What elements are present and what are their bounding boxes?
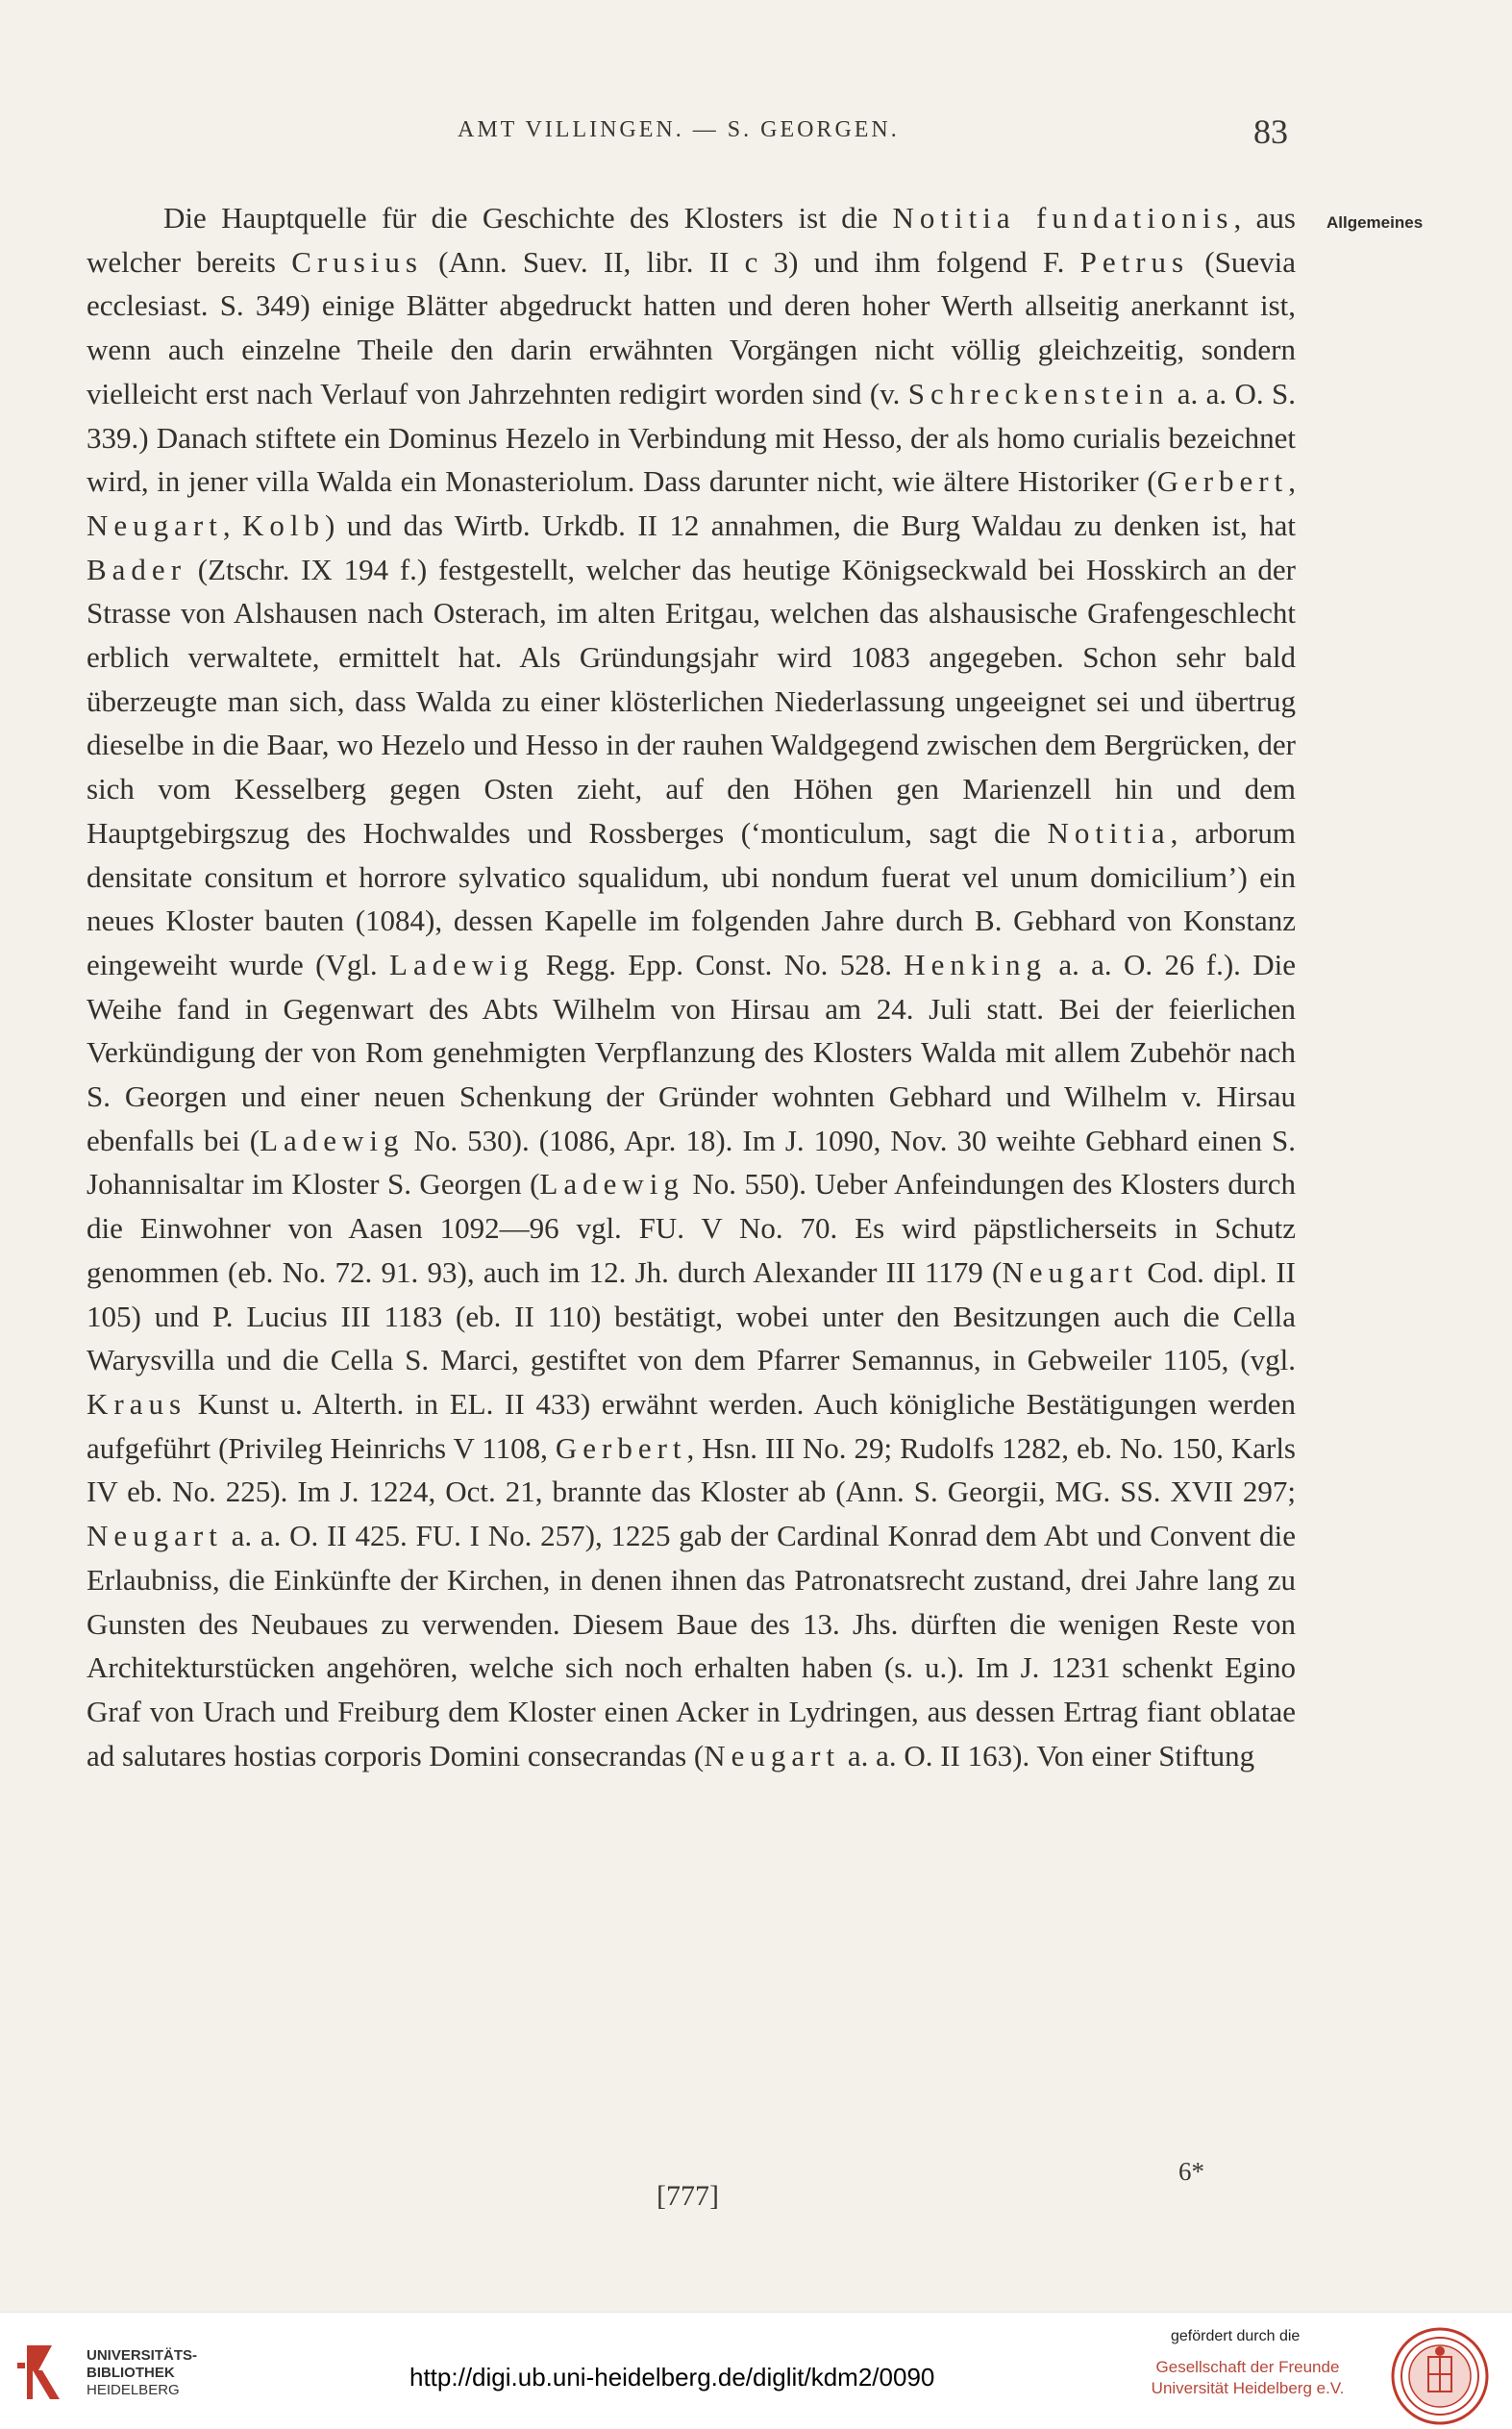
permalink-url[interactable]: http://digi.ub.uni-heidelberg.de/diglit/kdm2/0090 xyxy=(409,2363,935,2392)
university-library-logo-icon[interactable] xyxy=(13,2342,75,2403)
spaced-term: Henking xyxy=(904,947,1048,981)
spaced-term: Ladewig xyxy=(389,947,534,981)
margin-note: Allgemeines xyxy=(1326,213,1424,232)
spaced-term: Kolb xyxy=(242,508,325,542)
funded-by-label: gefördert durch die xyxy=(1171,2328,1301,2344)
body-text xyxy=(87,196,1296,1777)
signature-mark: 6* xyxy=(1178,2157,1204,2186)
folio-number: [777] xyxy=(657,2180,719,2212)
spaced-term: Schreckenstein xyxy=(907,376,1170,410)
spaced-term: Gerbert xyxy=(1156,464,1289,499)
spaced-term: Notitia fundationis xyxy=(892,201,1234,235)
spaced-term: Petrus xyxy=(1079,244,1190,279)
university-seal-icon[interactable] xyxy=(1390,2326,1490,2426)
spaced-term: Ladewig xyxy=(539,1167,684,1202)
body-paragraph: Die Hauptquelle für die Geschichte des Klosters ist die Notitia fundationis, aus welcher bereits Crusius (Ann. Suev. II, libr. II c 3) und ihm folgend F. Petrus (Suevia ecclesiast. S. 349) einige Blätter abgedruckt hatten und deren hoher Werth allseitig anerkannt ist, wenn auch einzelne Theile den darin erwähnten Vorgängen nicht völlig gleichzeitig, sondern vielleicht erst nach Verlauf von Jahrzehnten redigirt worden sind (v. Schreckenstein a. a. O. S. 339.) Danach stiftete ein Dominus Hezelo in Verbindung mit Hesso, der als homo curialis bezeichnet wird, in jener villa Walda ein Monasteriolum. Dass darunter nicht, wie ältere Historiker (Gerbert, Neugart, Kolb) und das Wirtb. Urkdb. II 12 annahmen, die Burg Waldau zu denken ist, hat Bader (Ztschr. IX 194 f.) festgestellt, welcher das heutige Königseckwald bei Hosskirch an der Strasse von Alshausen nach Osterach, im alten Eritgau, welchen das alshausische Grafengeschlecht erblich verwaltete, ermittelt hat. Als Gründungsjahr wird 1083 angegeben. Schon sehr bald überzeugte man sich, dass Walda zu einer klösterlichen Niederlassung ungeeignet sei und übertrug dieselbe in die Baar, wo Hezelo und Hesso in der rauhen Waldgegend zwischen dem Bergrücken, der sich vom Kesselberg gegen Osten zieht, auf den Höhen gen Marienzell hin und dem Hauptgebirgszug des Hochwaldes und Rossberges (‘monticulum, sagt die Notitia, arborum densitate consitum et horrore sylvatico squalidum, ubi nondum fuerat vel unum domicilium’) ein neues Kloster bauten (1084), dessen Kapelle im folgenden Jahre durch B. Gebhard von Konstanz eingeweiht wurde (Vgl. Ladewig Regg. Epp. Const. No. 528. Henking a. a. O. 26 f.). Die Weihe fand in Gegenwart des Abts Wilhelm von Hirsau am 24. Juli statt. Bei der feierlichen Verkündigung der von Rom genehmigten Verpflanzung des Klosters Walda mit allem Zubehör nach S. Georgen und einer neuen Schenkung der Gründer wohnten Gebhard und Wilhelm v. Hirsau ebenfalls bei (Ladewig No. 530). (1086, Apr. 18). Im J. 1090, Nov. 30 weihte Gebhard einen S. Johannisaltar im Kloster S. Georgen (Ladewig No. 550). Ueber Anfeindungen des Klosters durch die Einwohner von Aasen 1092—96 vgl. FU. V No. 70. Es wird päpstlicherseits in Schutz genommen (eb. No. 72. 91. 93), auch im 12. Jh. durch Alexander III 1179 (Neugart Cod. dipl. II 105) und P. Lucius III 1183 (eb. II 110) bestätigt, wobei unter den Besitzungen auch die Cella Warysvilla und die Cella S. Marci, gestiftet von dem Pfarrer Semannus, in Gebweiler 1105, (vgl. Kraus Kunst u. Alterth. in EL. II 433) erwähnt werden. Auch königliche Bestätigungen werden aufgeführt (Privileg Heinrichs V 1108, Gerbert, Hsn. III No. 29; Rudolfs 1282, eb. No. 150, Karls IV eb. No. 225). Im J. 1224, Oct. 21, brannte das Kloster ab (Ann. S. Georgii, MG. SS. XVII 297; Neugart a. a. O. II 425. FU. I No. 257), 1225 gab der Cardinal Konrad dem Abt und Convent die Erlaubniss, die Einkünfte der Kirchen, in denen ihnen das Patronatsrecht zustand, drei Jahre lang zu Gunsten des Neubaues zu verwenden. Diesem Baue des 13. Jhs. dürften die wenigen Reste von Architekturstücken angehören, welche sich noch erhalten haben (s. u.). Im J. 1231 schenkt Egino Graf von Urach und Freiburg dem Kloster einen Acker in Lydringen, aus dessen Ertrag fiant oblatae ad salutares hostias corporis Domini consecrandas (Neugart a. a. O. II 163). Von einer Stiftung xyxy=(87,201,1297,1772)
society-name[interactable]: Gesellschaft der Freunde Universität Heidelberg e.V. xyxy=(1151,2358,1345,2397)
spaced-term: Notitia xyxy=(1047,815,1171,850)
spaced-term: Neugart xyxy=(87,508,223,542)
running-head: AMT VILLINGEN. — S. GEORGEN. xyxy=(458,117,900,142)
spaced-term: Gerbert xyxy=(555,1430,687,1465)
spaced-term: Neugart xyxy=(704,1738,841,1772)
spaced-term: Bader xyxy=(87,552,187,586)
spaced-term: Neugart xyxy=(87,1519,223,1553)
spaced-term: Ladewig xyxy=(260,1123,405,1157)
spaced-term: Kraus xyxy=(87,1386,187,1421)
library-name[interactable]: UNIVERSITÄTS- BIBLIOTHEK HEIDELBERG xyxy=(87,2347,198,2398)
footer-bar xyxy=(0,2312,1512,2429)
spaced-term: Neugart xyxy=(1002,1254,1139,1289)
spaced-term: Crusius xyxy=(291,244,423,279)
page-number: 83 xyxy=(1253,112,1288,151)
